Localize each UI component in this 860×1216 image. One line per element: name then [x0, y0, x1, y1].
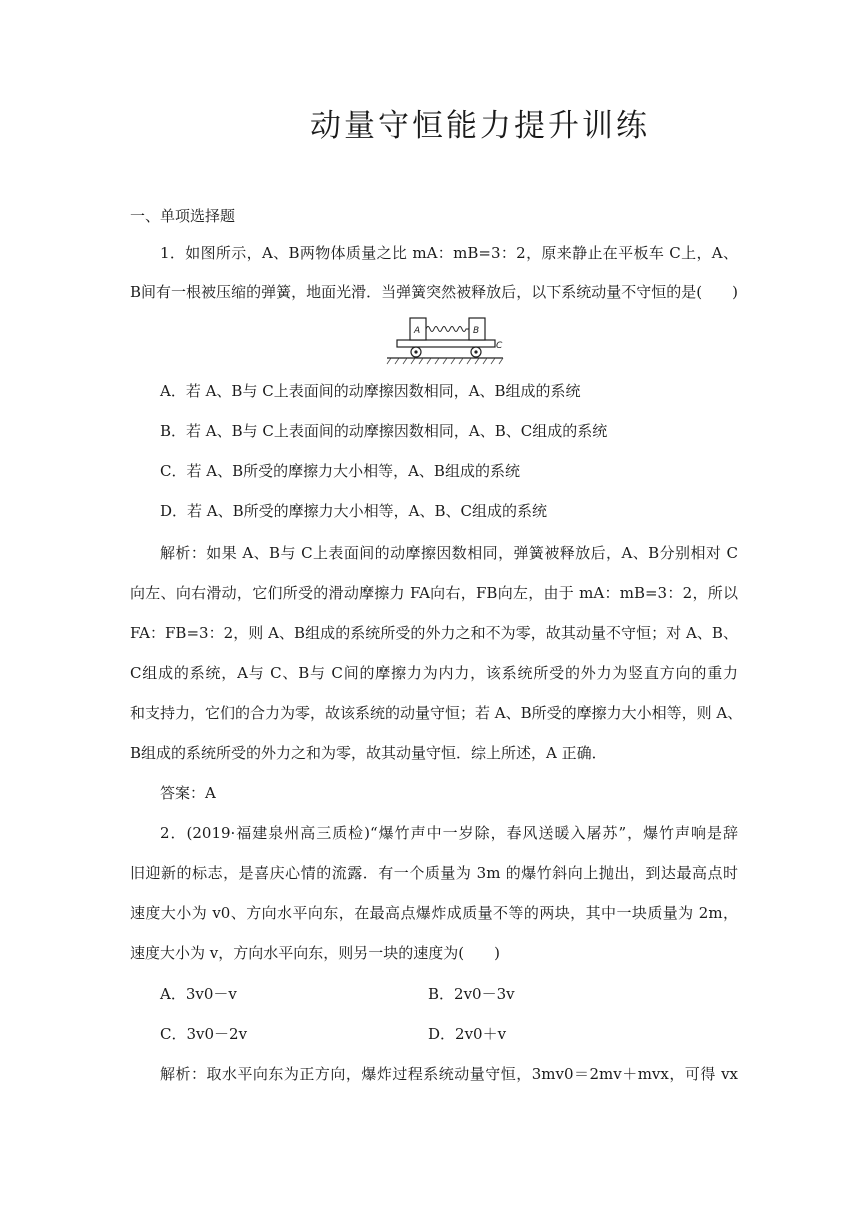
q1-analysis-line-3: FA：FB=3：2，则 A、B组成的系统所受的外力之和不为零，故其动量不守恒；对 A、B、: [130, 624, 738, 642]
q2-analysis-line-1: 解析：取水平向东为正方向，爆炸过程系统动量守恒，3mv0＝2mv＋mvx，可得 vx: [160, 1065, 738, 1083]
q1-stem-line-1: 1．如图所示，A、B两物体质量之比 mA：mB=3：2，原来静止在平板车 C上，A、: [160, 244, 738, 262]
q1-option-d: D．若 A、B所受的摩擦力大小相等，A、B、C组成的系统: [160, 502, 547, 520]
q1-analysis-line-1: 解析：如果 A、B与 C上表面间的动摩擦因数相同，弹簧被释放后，A、B分别相对 C: [160, 544, 738, 562]
figure-label-c: C: [496, 341, 503, 351]
figure-label-a: A: [414, 326, 421, 336]
q2-option-a: A．3v0－v: [160, 985, 237, 1003]
q1-analysis-line-2: 向左、向右滑动，它们所受的滑动摩擦力 FA向右，FB向左，由于 mA：mB=3：2，所以: [130, 584, 738, 602]
q2-option-d: D．2v0＋v: [428, 1025, 507, 1043]
q2-stem-line-2: 旧迎新的标志，是喜庆心情的流露．有一个质量为 3m 的爆竹斜向上抛出，到达最高点时: [130, 864, 738, 882]
page-title: 动量守恒能力提升训练: [310, 108, 650, 144]
q2-stem-line-1: 2．(2019·福建泉州高三质检)“爆竹声中一岁除，春风送暖入屠苏”，爆竹声响是辞: [160, 824, 738, 842]
figure-label-b: B: [473, 326, 480, 336]
q1-answer: 答案：A: [160, 784, 216, 802]
q1-option-b: B．若 A、B与 C上表面间的动摩擦因数相同，A、B、C组成的系统: [160, 422, 608, 440]
q1-analysis-line-6: B组成的系统所受的外力之和为零，故其动量守恒．综上所述，A 正确．: [130, 744, 607, 762]
section-heading: 一、单项选择题: [130, 207, 236, 225]
q1-analysis-line-5: 和支持力，它们的合力为零，故该系统的动量守恒；若 A、B所受的摩擦力大小相等，则 A、: [130, 704, 743, 722]
q1-option-c: C．若 A、B所受的摩擦力大小相等，A、B组成的系统: [160, 462, 520, 480]
cart-spring-figure: [385, 306, 515, 366]
q1-option-a: A．若 A、B与 C上表面间的动摩擦因数相同，A、B组成的系统: [160, 382, 581, 400]
q1-analysis-line-4: C组成的系统，A与 C、B与 C间的摩擦力为内力，该系统所受的外力为竖直方向的重力: [130, 664, 738, 682]
q2-stem-line-3: 速度大小为 v0、方向水平向东，在最高点爆炸成质量不等的两块，其中一块质量为 2m，: [130, 904, 738, 922]
q1-stem-line-2: B间有一根被压缩的弹簧，地面光滑．当弹簧突然被释放后，以下系统动量不守恒的是( ): [130, 283, 738, 301]
q2-stem-line-4: 速度大小为 v，方向水平向东，则另一块的速度为( ): [130, 944, 500, 962]
q2-option-b: B．2v0－3v: [428, 985, 515, 1003]
q2-option-c: C．3v0－2v: [160, 1025, 248, 1043]
